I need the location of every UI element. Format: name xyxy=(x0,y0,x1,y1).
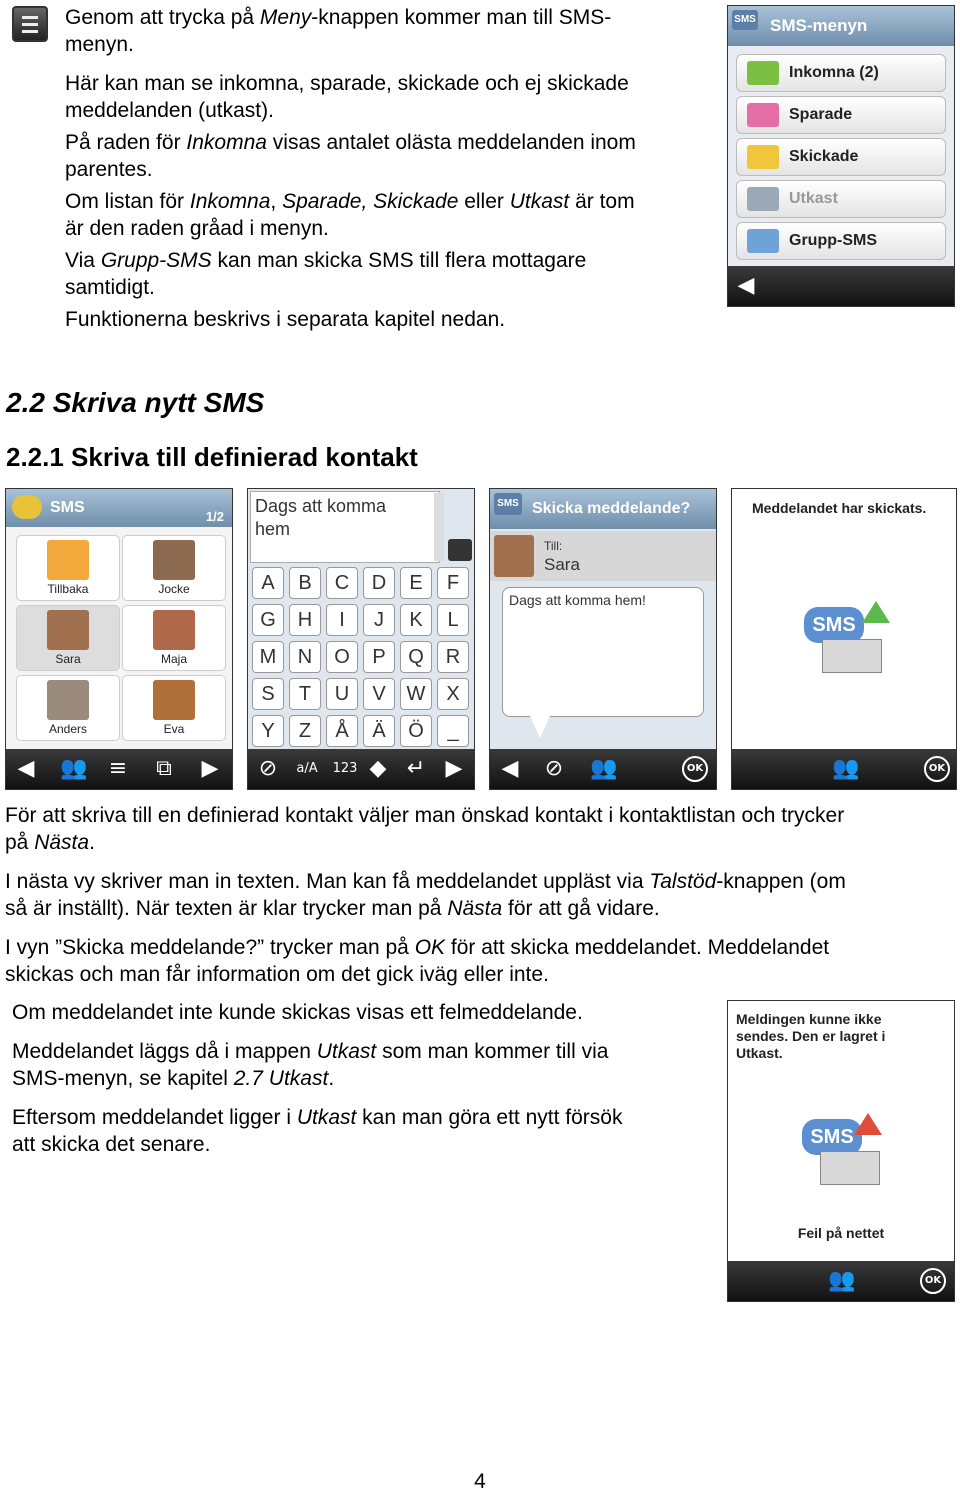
subsection-heading: 2.2.1 Skriva till definierad kontakt xyxy=(6,442,418,472)
cancel-icon[interactable]: ⊘ xyxy=(544,756,564,781)
key-q[interactable]: Q xyxy=(400,641,432,673)
back-arrow-icon[interactable]: ◀ xyxy=(737,273,755,298)
avatar xyxy=(153,680,195,720)
confirm-screen xyxy=(489,488,717,790)
screen-title: SMS xyxy=(50,499,85,516)
key-c[interactable]: C xyxy=(326,567,358,599)
menu-button-icon xyxy=(12,6,48,42)
menu-item-utkast[interactable]: Utkast xyxy=(736,180,946,218)
contact-anders[interactable]: Anders xyxy=(16,675,120,741)
menu-item-skickade[interactable]: Skickade xyxy=(736,138,946,176)
key-u[interactable]: U xyxy=(326,678,358,710)
key-g[interactable]: G xyxy=(252,604,284,636)
sms-failed-icon: SMS xyxy=(802,1119,862,1155)
key-å[interactable]: Å xyxy=(326,715,358,747)
menu-item-grupp-sms[interactable]: Grupp-SMS xyxy=(736,222,946,260)
error-message: Meldingen kunne ikke sendes. Den er lagret i Utkast. xyxy=(736,1011,886,1061)
key-f[interactable]: F xyxy=(437,567,469,599)
key-y[interactable]: Y xyxy=(252,715,284,747)
key-b[interactable]: B xyxy=(289,567,321,599)
ok-button[interactable]: OK xyxy=(682,756,708,782)
copy-icon[interactable]: ⧉ xyxy=(156,756,172,781)
message-bubble: Dags att komma hem! xyxy=(502,587,704,717)
key-n[interactable]: N xyxy=(289,641,321,673)
key-ö[interactable]: Ö xyxy=(400,715,432,747)
sms-warning-icon xyxy=(12,495,42,519)
key-o[interactable]: O xyxy=(326,641,358,673)
sms-badge-icon: SMS xyxy=(732,10,758,30)
sent-arrow-icon xyxy=(747,145,779,169)
cancel-icon[interactable]: ⊘ xyxy=(258,756,278,781)
avatar xyxy=(494,535,534,577)
menu-icon[interactable]: ≡ xyxy=(108,756,128,781)
sms-sent-icon: SMS xyxy=(804,607,864,643)
group-sms-icon xyxy=(747,229,779,253)
error-text: Om meddelandet inte kunde skickas visas ett felmeddelande. Meddelandet läggs då i mappen Utkast som man kommer till via SMS-menyn, se kapitel 2.7 Utkast. Eftersom meddelandet ligger i Utkast kan man göra ett nytt försök att skicka det senare. xyxy=(12,1001,623,1156)
key-d[interactable]: D xyxy=(363,567,395,599)
back-arrow-icon[interactable]: ◀ xyxy=(17,756,35,781)
section-heading: 2.2 Skriva nytt SMS xyxy=(6,387,265,418)
contact-sara[interactable]: Sara xyxy=(16,605,120,671)
back-folder-icon xyxy=(47,540,89,580)
key-m[interactable]: M xyxy=(252,641,284,673)
inbox-arrow-icon xyxy=(747,61,779,85)
saved-folder-icon xyxy=(747,103,779,127)
ok-button[interactable]: OK xyxy=(920,1268,946,1294)
ok-button[interactable]: OK xyxy=(924,756,950,782)
key-x[interactable]: X xyxy=(437,678,469,710)
bubble-tail xyxy=(530,716,550,738)
body-text: För att skriva till en definierad kontakt väljer man önskad kontakt i kontaktlistan och trycker på Nästa. I nästa vy skriver man in texten. Man kan få meddelandet uppläst via Talstöd-knappen (om så är inställt). När texten är klar trycker man på Nästa för att gå vidare. I vyn ”Skicka meddelande?” trycker man på OK för att skicka meddelandet. Meddelandet skickas och man får information om det gick iväg eller inte. xyxy=(5,804,846,986)
case-toggle[interactable]: a/A xyxy=(296,761,318,776)
key-z[interactable]: Z xyxy=(289,715,321,747)
key-k[interactable]: K xyxy=(400,604,432,636)
key-a[interactable]: A xyxy=(252,567,284,599)
key-e[interactable]: E xyxy=(400,567,432,599)
up-arrow-icon xyxy=(862,601,890,623)
avatar xyxy=(153,540,195,580)
contact-tillbaka[interactable]: Tillbaka xyxy=(16,535,120,601)
contact-eva[interactable]: Eva xyxy=(122,675,226,741)
error-screen xyxy=(727,1000,955,1302)
sms-menu-screen xyxy=(727,5,955,307)
envelope-icon xyxy=(820,1151,880,1185)
key-space[interactable]: _ xyxy=(437,715,469,747)
key-j[interactable]: J xyxy=(363,604,395,636)
page-indicator: 1/2 xyxy=(205,509,224,524)
key-i[interactable]: I xyxy=(326,604,358,636)
recipient-row: Till: Sara xyxy=(490,531,716,581)
key-t[interactable]: T xyxy=(289,678,321,710)
compose-screen xyxy=(247,488,475,790)
key-p[interactable]: P xyxy=(363,641,395,673)
contact-jocke[interactable]: Jocke xyxy=(122,535,226,601)
sms-badge-icon: SMS xyxy=(494,493,522,515)
speech-icon[interactable] xyxy=(448,539,472,561)
menu-item-inkomna[interactable]: Inkomna (2) xyxy=(736,54,946,92)
menu-item-sparade[interactable]: Sparade xyxy=(736,96,946,134)
message-textarea[interactable]: Dags att komma hem xyxy=(250,491,440,563)
page-number: 4 xyxy=(474,1470,486,1492)
avatar xyxy=(153,610,195,650)
enter-icon[interactable]: ↵ xyxy=(406,756,426,781)
tag-icon[interactable]: ◆ xyxy=(369,756,387,781)
contacts-icon[interactable]: 👥 xyxy=(832,756,860,781)
up-arrow-icon xyxy=(854,1113,882,1135)
contacts-screen xyxy=(5,488,233,790)
back-arrow-icon[interactable]: ◀ xyxy=(501,756,519,781)
draft-icon xyxy=(747,187,779,211)
contact-maja[interactable]: Maja xyxy=(122,605,226,671)
network-status: Feil på nettet xyxy=(797,1225,885,1241)
sent-screen xyxy=(731,488,957,790)
key-w[interactable]: W xyxy=(400,678,432,710)
contacts-icon[interactable]: 👥 xyxy=(60,756,88,781)
contacts-icon[interactable]: 👥 xyxy=(590,756,618,781)
key-v[interactable]: V xyxy=(363,678,395,710)
avatar xyxy=(47,610,89,650)
intro-text: Genom att trycka på Meny-knappen kommer man till SMS- menyn. Här kan man se inkomna, sparade, skickade och ej skickade meddelanden (utkast). På raden för Inkomna visas antalet olästa meddelanden inom parentes. Om listan för Inkomna, Sparade, Skickade eller Utkast är tom är den raden gråad i menyn. Via Grupp-SMS kan man skicka SMS till flera mottagare samtidigt. Funktionerna beskrivs i separata kapitel nedan. xyxy=(65,6,636,331)
next-arrow-icon[interactable]: ▶ xyxy=(445,756,463,781)
next-arrow-icon[interactable]: ▶ xyxy=(201,756,219,781)
key-ä[interactable]: Ä xyxy=(363,715,395,747)
envelope-icon xyxy=(822,639,882,673)
recipient-name: Sara xyxy=(544,555,580,574)
screen-title: SMS-menyn xyxy=(770,16,868,35)
key-s[interactable]: S xyxy=(252,678,284,710)
scrollbar[interactable] xyxy=(434,493,444,561)
screen-title: Skicka meddelande? xyxy=(532,500,691,517)
key-r[interactable]: R xyxy=(437,641,469,673)
status-message: Meddelandet har skickats. xyxy=(752,500,927,516)
avatar xyxy=(47,680,89,720)
numbers-toggle[interactable]: 123 xyxy=(332,761,358,776)
key-h[interactable]: H xyxy=(289,604,321,636)
key-l[interactable]: L xyxy=(437,604,469,636)
contacts-icon[interactable]: 👥 xyxy=(828,1268,856,1293)
